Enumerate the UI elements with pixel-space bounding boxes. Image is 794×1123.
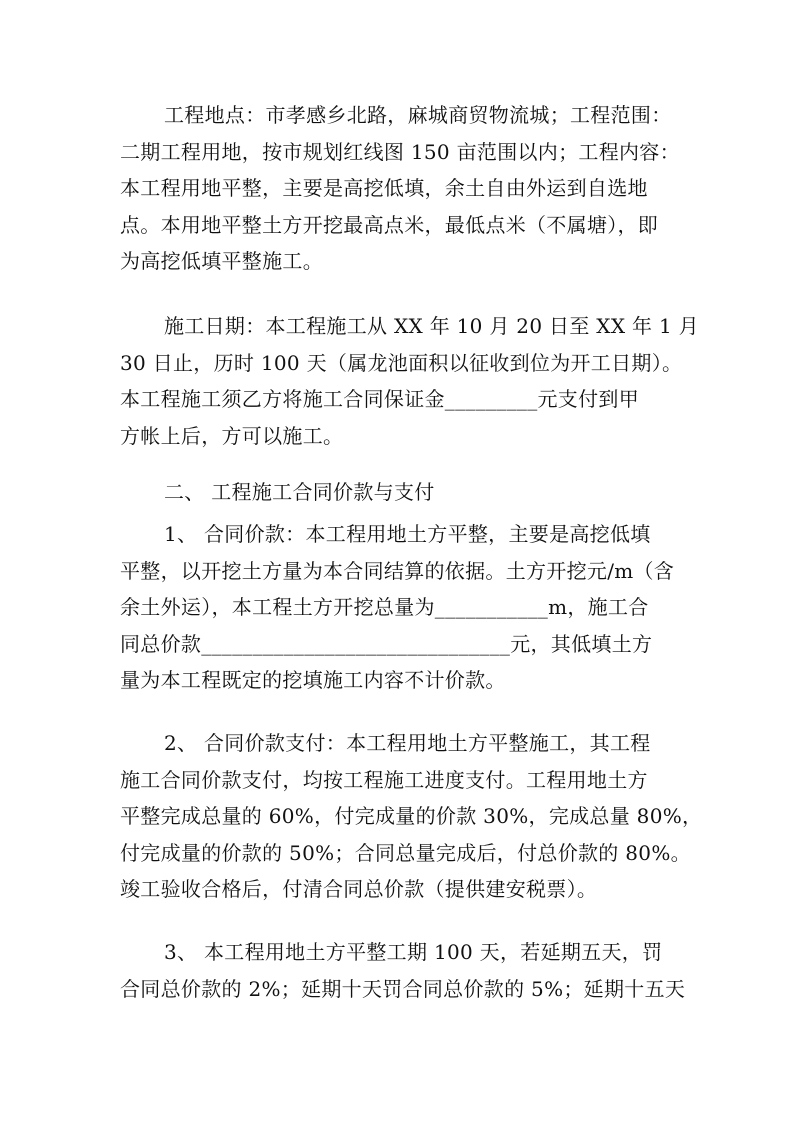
paragraph-item-3 [120,934,686,1007]
text-line: 2、 合同价款支付：本工程用地土方平整施工，其工程 [164,731,651,755]
text-line: 同总价款______________________________元，其低填土方 [120,631,653,656]
text-line: 平整完成总量的 60%，付完成量的价款 30%，完成总量 80%， [120,804,703,828]
text-line: 二期工程用地，按市规划红线图 150 亩范围以内；工程内容： [120,139,680,164]
text-line: 方帐上后，方可以施工。 [120,423,344,448]
paragraph-item-2 [120,725,703,908]
text-line: 30 日止，历时 100 天（属龙池面积以征收到位为开工日期）。 [120,350,683,375]
text-line: 合同总价款的 2%；延期十天罚合同总价款的 5%；延期十五天 [120,976,686,1001]
text-line: 本工程用地平整，主要是高挖低填，余土自由外运到自选地 [120,176,648,200]
text-line: 付完成量的价款的 50%；合同总量完成后，付总价款的 80%。 [120,840,691,865]
text-line: 点。本用地平整土方开挖最高点米，最低点米（不属塘），即 [120,212,659,237]
text-line: 3、 本工程用地土方平整工期 100 天，若延期五天，罚 [164,940,663,964]
text-line: 平整，以开挖土方量为本合同结算的依据。土方开挖元/m（含 [120,558,675,583]
paragraph-construction-date [120,308,699,454]
text-line: 本工程施工须乙方将施工合同保证金_________元支付到甲 [120,387,639,411]
text-line: 施工合同价款支付，均按工程施工进度支付。工程用地土方 [120,767,648,792]
text-line: 施工日期：本工程施工从 XX 年 10 月 20 日至 XX 年 1 月 [164,314,699,338]
text-line: 工程地点：市孝感乡北路，麻城商贸物流城；工程范围： [164,103,672,127]
text-line: 为高挖低填平整施工。 [120,249,323,273]
text-line: 余土外运），本工程土方开挖总量为___________m，施工合 [120,595,649,619]
text-line: 竣工验收合格后，付清合同总价款（提供建安税票）。 [120,877,598,901]
section-heading: 二、 工程施工合同价款与支付 [164,480,435,504]
text-line: 1、 合同价款：本工程用地土方平整，主要是高挖低填 [164,522,651,546]
paragraph-project-location [120,97,680,280]
paragraph-item-1 [120,516,680,699]
section-two-heading [120,474,680,511]
text-line: 量为本工程既定的挖填施工内容不计价款。 [120,668,506,692]
